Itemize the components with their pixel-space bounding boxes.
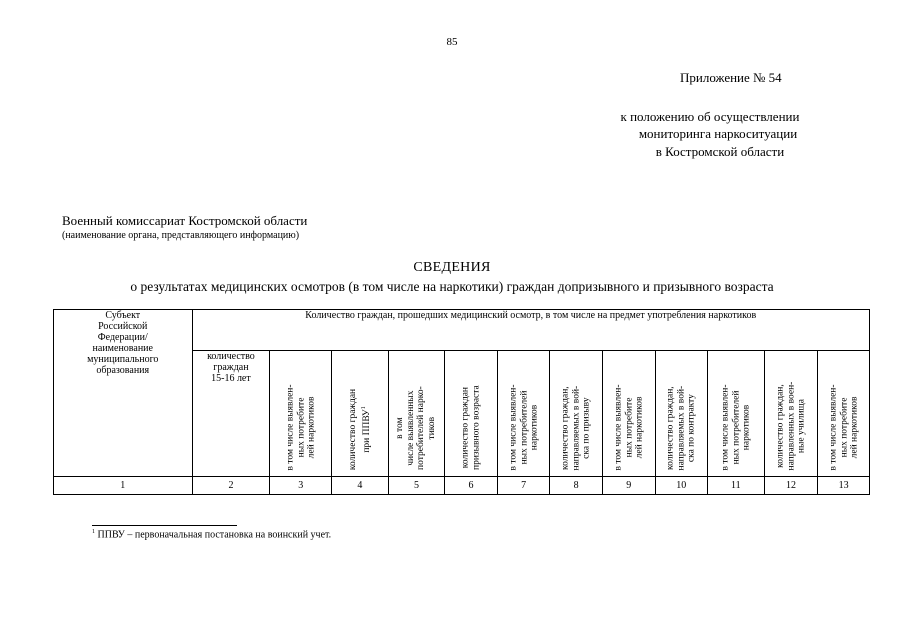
header-line: в том числе выявлен-: [284, 383, 295, 470]
footnote-separator: [92, 525, 237, 526]
column-number: 10: [655, 477, 708, 495]
organization-caption: (наименование органа, представляющего информацию): [62, 230, 300, 241]
column-number: 5: [388, 477, 445, 495]
col13-header-cell: [818, 351, 870, 477]
col2-header-cell: [192, 351, 270, 477]
col7-header-cell: [497, 351, 550, 477]
header-line: в том: [395, 417, 406, 439]
header-line: 15-16 лет: [211, 373, 251, 384]
column-number: 11: [708, 477, 765, 495]
header-line: ных потребителей: [730, 390, 741, 464]
column-number: 4: [332, 477, 389, 495]
column-number: 8: [550, 477, 603, 495]
header-line: потребителей нарко-: [416, 386, 427, 470]
header-line: в том числе выявлен-: [720, 383, 731, 470]
document-title: СВЕДЕНИЯ: [413, 260, 491, 275]
header-text: при ППВУ: [361, 409, 372, 453]
header-line: количество граждан: [347, 388, 358, 470]
col6-header-cell: [445, 351, 498, 477]
header-line: наименование: [92, 343, 153, 354]
header-line: направленных в воен-: [785, 381, 796, 470]
header-line: Российской: [98, 321, 148, 332]
header-line: граждан: [213, 362, 249, 373]
footnote-ref: 1: [360, 406, 367, 410]
col10-header-cell: [655, 351, 708, 477]
header-line: в том числе выявлен-: [827, 383, 838, 470]
footnote-text: ППВУ – первоначальная постановка на воинский учет.: [95, 529, 332, 541]
header-line: наркотиков: [528, 404, 539, 450]
group-header-cell: Количество граждан, прошедших медицинский осмотр, в том числе на предмет употребления наркотиков: [192, 310, 869, 351]
header-line: лей наркотиков: [305, 396, 316, 458]
column-number: 6: [445, 477, 498, 495]
col4-header-cell: [332, 351, 389, 477]
organization-name: Военный комиссариат Костромской области: [62, 213, 308, 228]
column-number: 13: [818, 477, 870, 495]
col12-header-cell: [764, 351, 818, 477]
header-line: ных потребите: [838, 397, 849, 457]
header-line: числе выявленных: [405, 390, 416, 466]
column-number: 2: [192, 477, 270, 495]
report-table: [53, 309, 870, 495]
appendix-line: к положению об осуществлении: [620, 109, 800, 124]
col3-header-cell: [270, 351, 332, 477]
header-line: ных потребите: [623, 397, 634, 457]
header-line: наркотиков: [741, 404, 752, 450]
col8-header-cell: [550, 351, 603, 477]
header-line: лей наркотиков: [848, 396, 859, 458]
column-numbers-row: [54, 477, 870, 495]
column-number: 12: [764, 477, 818, 495]
column-number: 1: [54, 477, 193, 495]
header-line: количество граждан,: [665, 385, 676, 470]
col11-header-cell: [708, 351, 765, 477]
header-line: количество граждан,: [560, 385, 571, 470]
header-line: образования: [96, 365, 150, 376]
header-line: количество: [207, 351, 255, 362]
header-line: ска по контракту: [686, 393, 697, 462]
header-line: ных потребите: [295, 397, 306, 457]
column-number: 9: [602, 477, 655, 495]
column-number: 3: [270, 477, 332, 495]
header-line: в том числе выявлен-: [507, 383, 518, 470]
header-line: [358, 389, 372, 470]
header-line: Субъект: [105, 310, 141, 321]
footnote-mark: 1: [92, 529, 95, 535]
appendix-line: мониторинга наркоситуации: [638, 126, 798, 141]
header-line: призывного возраста: [471, 385, 482, 470]
subject-header-cell: [54, 310, 193, 477]
header-line: Федерации/: [97, 332, 148, 343]
col9-header-cell: [602, 351, 655, 477]
header-line: направляемых в вой-: [676, 385, 687, 470]
appendix-number: Приложение № 54: [680, 70, 782, 85]
header-line: ные училища: [796, 398, 807, 453]
header-line: ска по призыву: [581, 396, 592, 459]
header-line: количество граждан,: [775, 383, 786, 468]
col5-header-cell: [388, 351, 445, 477]
appendix-line: в Костромской области: [655, 144, 785, 159]
header-line: направляемых в вой-: [570, 385, 581, 470]
header-line: муниципального: [87, 354, 159, 365]
header-line: ных потребителей: [518, 390, 529, 464]
document-subtitle: о результатах медицинских осмотров (в том числе на наркотики) граждан допризывного и призывного возраста: [130, 279, 774, 294]
column-number: 7: [497, 477, 550, 495]
header-line: в том числе выявлен-: [612, 383, 623, 470]
header-line: лей наркотиков: [633, 396, 644, 458]
header-line: тиков: [426, 416, 437, 440]
footnote: [92, 529, 331, 540]
header-line: количество граждан: [460, 386, 471, 469]
page-number: 85: [446, 36, 458, 48]
